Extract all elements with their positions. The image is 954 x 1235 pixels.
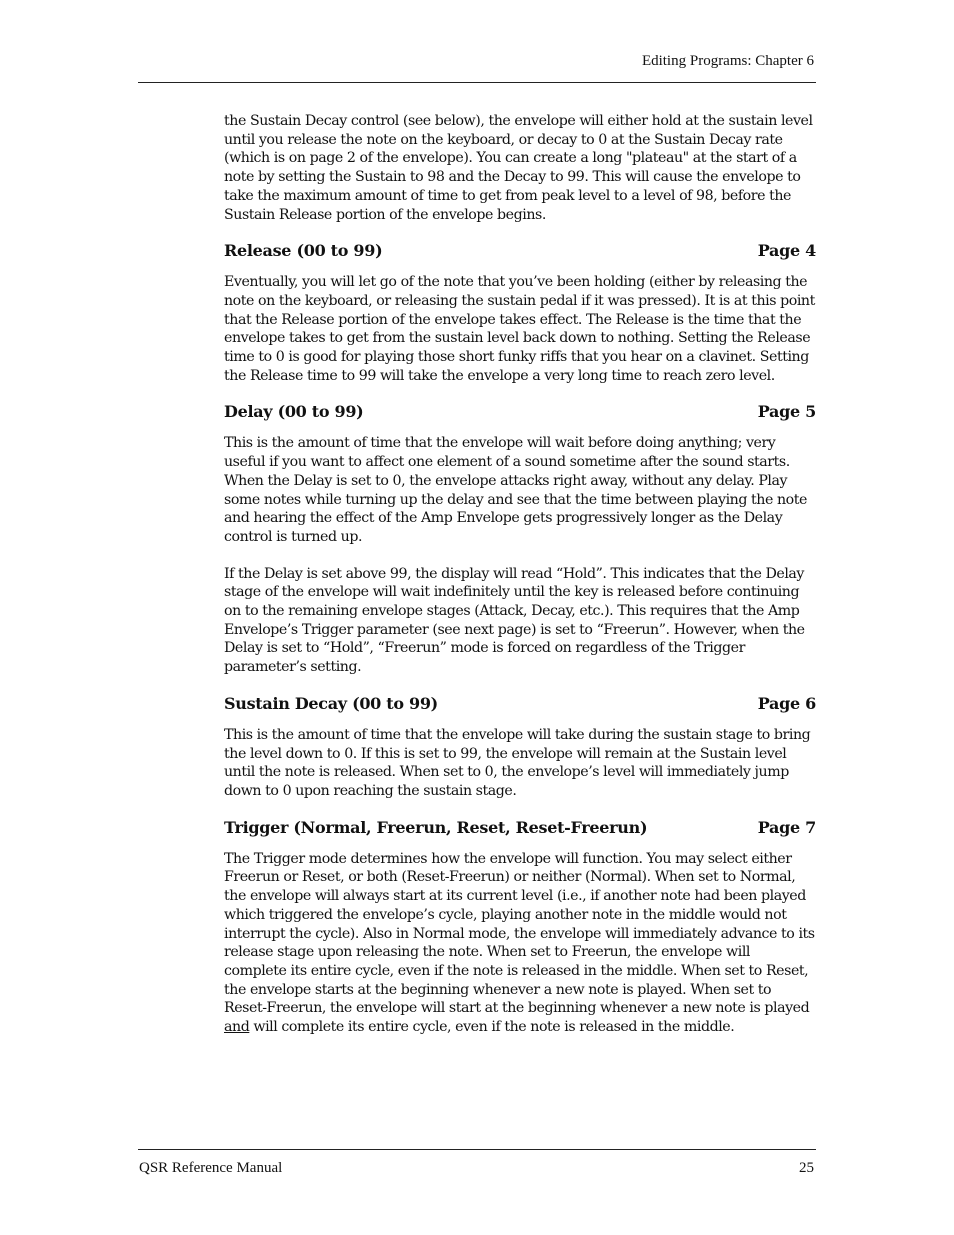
sustain-decay-paragraph: This is the amount of time that the envelope will take during the sustain stage to bring the level down to 0. If this is set to 99, the envelope will remain at the Sustain level until the note is released. When set to 0, the envelope’s level will immediately jump down to 0 upon reaching the sustain stage.: [224, 726, 811, 799]
release-paragraph: Eventually, you will let go of the note that you’ve been holding (either by releasing the note on the keyboard, or releasing the sustain pedal if it was pressed). It is at this point that the Release portion of the envelope takes effect. The Release is the time that the envelope takes to get from the sustain level back down to nothing. Setting the Release time to 0 is good for playing those short funky riffs that you hear on a clavinet. Setting the Release time to 99 will take the envelope a very long time to reach zero level.: [224, 274, 815, 384]
footer-rule: [138, 1149, 816, 1150]
header-rule: [138, 82, 816, 83]
section-title: Sustain Decay (00 to 99): [224, 693, 438, 713]
section-title: Trigger (Normal, Freerun, Reset, Reset-Freerun): [224, 817, 648, 837]
intro-paragraph: the Sustain Decay control (see below), the envelope will either hold at the sustain level until you release the note on the keyboard, or decay to 0 at the Sustain Decay rate (which is on page 2 of the envelope). You can create a long "plateau" at the start of a note by setting the Sustain to 98 and the Decay to 99. This will cause the envelope to take the maximum amount of time to get from peak level to a level of 98, before the Sustain Release portion of the envelope begins.: [224, 113, 813, 223]
delay-paragraph-1: This is the amount of time that the envelope will wait before doing anything; very useful if you want to affect one element of a sound sometime after the sound starts. When the Delay is set to 0, the envelope attacks right away, without any delay. Play some notes while turning up the delay and see that the time between playing the note and hearing the effect of the Amp Envelope gets progressively longer as the Delay control is turned up.: [224, 435, 807, 545]
section-heading-trigger: [224, 818, 816, 837]
paragraph-gap: [224, 547, 816, 565]
section-title: Delay (00 to 99): [224, 402, 364, 422]
section-page: Page 7: [757, 817, 816, 837]
footer-manual-title: QSR Reference Manual: [139, 1160, 283, 1176]
footer-page-number: 25: [799, 1160, 814, 1176]
section-heading-release: [224, 241, 816, 260]
section-title: Release (00 to 99): [224, 241, 383, 261]
main-content: [224, 112, 816, 1037]
underlined-and: and: [224, 1019, 250, 1036]
delay-paragraph-2: If the Delay is set above 99, the display will read “Hold”. This indicates that the Delay stage of the envelope will wait indefinitely until the key is released before continuing on to the remaining envelope stages (Attack, Decay, etc.). This requires that the Amp Envelope’s Trigger parameter (see next page) is set to “Freerun”. However, when the Delay is set to “Hold”, “Freerun” mode is forced on regardless of the Trigger parameter’s setting.: [224, 565, 805, 676]
section-page: Page 6: [757, 693, 816, 713]
trigger-text-part-1: The Trigger mode determines how the envelope will function. You may select either Freerun or Reset, or both (Reset-Freerun) or neither (Normal). When set to Normal, the envelope will always start at its current level (i.e., if another note had been played which triggered the envelope’s cycle, playing another note in the middle would not interrupt the cycle). Also in Normal mode, the envelope will immediately advance to its release stage upon releasing the note. When set to Freerun, the envelope will complete its entire cycle, even if the note is released in the middle. When set to Reset, the envelope starts at the beginning whenever a new note is played. When set to Reset-Freerun, the envelope will start at the beginning whenever a new note is played: [224, 850, 815, 1017]
trigger-paragraph: [224, 850, 816, 1037]
section-heading-sustain-decay: [224, 694, 816, 713]
section-page: Page 4: [757, 241, 816, 261]
section-page: Page 5: [757, 402, 816, 422]
trigger-text-part-2: will complete its entire cycle, even if the note is released in the middle.: [249, 1019, 735, 1036]
running-header: Editing Programs: Chapter 6: [641, 53, 814, 69]
section-heading-delay: [224, 402, 816, 421]
